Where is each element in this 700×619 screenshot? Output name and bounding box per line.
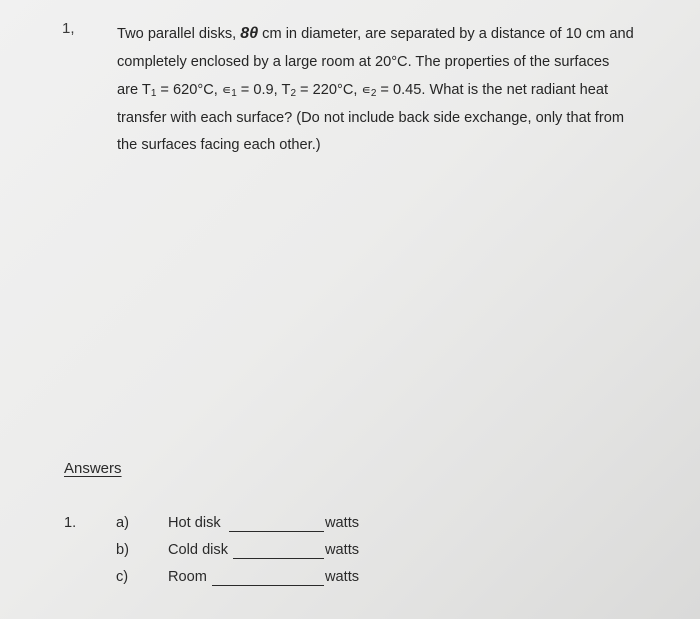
- problem-line-4: transfer with each surface? (Do not include back side exchange, only that from: [117, 109, 624, 126]
- t1-label: are T: [117, 82, 151, 98]
- answer-unit: watts: [325, 515, 360, 531]
- cold-disk-answer-blank[interactable]: [233, 542, 324, 559]
- answer-label: Hot disk: [168, 515, 221, 531]
- emissivity-2-symbol: ∊: [361, 82, 371, 97]
- problem-line-2: completely enclosed by a large room at 20°C. The properties of the surfaces: [117, 53, 610, 70]
- emissivity-1-symbol: ∊: [221, 82, 232, 97]
- answers-heading: Answers: [64, 460, 122, 477]
- problem-line-1-start: Two parallel disks,: [117, 26, 237, 42]
- answer-row-cold-disk: [0, 542, 700, 566]
- problem-line-1-end: cm in diameter, are separated by a distance of 10 cm and: [258, 26, 634, 42]
- handwritten-diameter: 8θ: [240, 25, 259, 42]
- answer-label: Room: [168, 569, 207, 585]
- t2-subscript: 2: [290, 88, 296, 99]
- t1-value: = 620°C,: [156, 82, 222, 98]
- answer-label: Cold disk: [168, 542, 229, 558]
- answer-letter: b): [116, 542, 129, 558]
- answer-letter: c): [116, 569, 129, 585]
- answer-row-hot-disk: [0, 515, 700, 539]
- hot-disk-answer-blank[interactable]: [229, 515, 324, 532]
- problem-line-3: [117, 76, 687, 105]
- problem-line-1: [117, 20, 687, 49]
- answer-number: 1.: [64, 515, 77, 531]
- answer-row-room: [0, 569, 700, 593]
- room-answer-blank[interactable]: [212, 569, 324, 586]
- answer-unit: watts: [325, 569, 360, 585]
- e1-subscript: 1: [231, 88, 237, 99]
- t2-value: = 220°C,: [296, 82, 362, 98]
- e2-value: = 0.45. What is the net radiant heat: [376, 82, 608, 98]
- question-number: 1,: [62, 20, 75, 37]
- answer-letter: a): [116, 515, 129, 531]
- e2-subscript: 2: [370, 88, 377, 99]
- t1-subscript: 1: [150, 88, 157, 99]
- problem-line-5: the surfaces facing each other.): [117, 137, 321, 153]
- problem-statement: [117, 20, 687, 160]
- e1-value: = 0.9, T: [236, 82, 291, 98]
- answer-unit: watts: [325, 542, 360, 558]
